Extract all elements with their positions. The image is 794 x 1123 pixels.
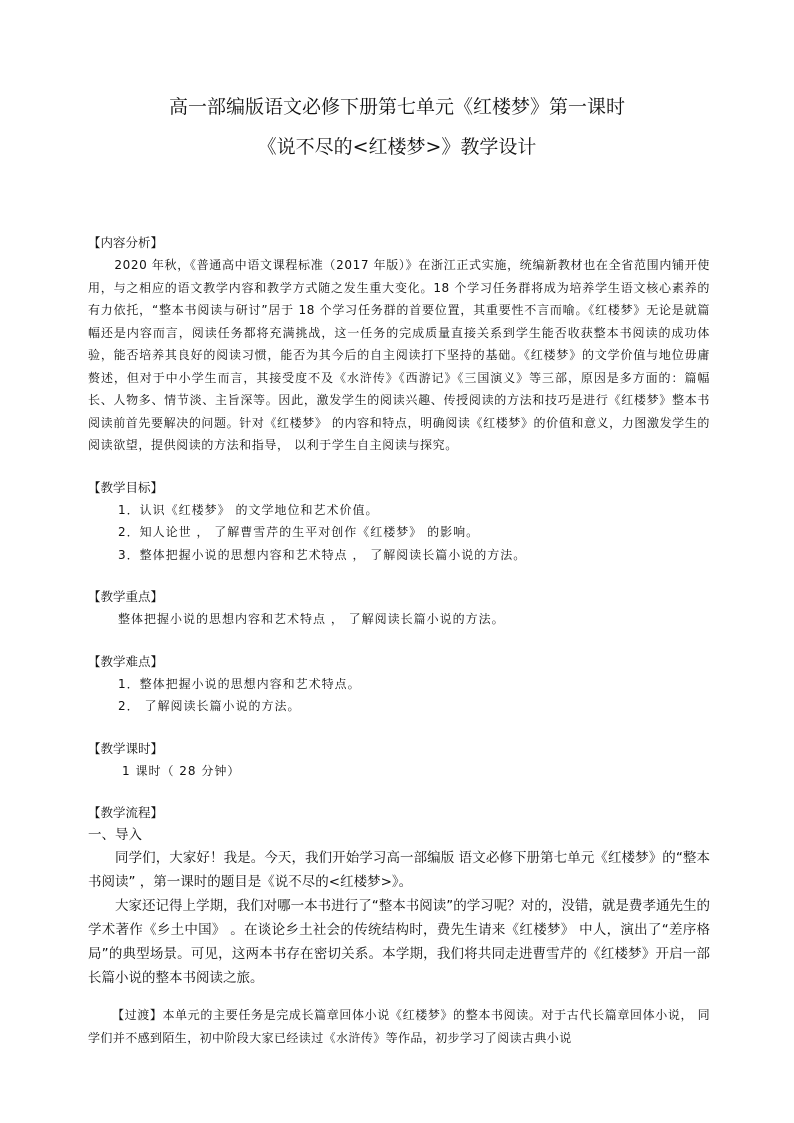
objectives-heading: 【教学目标】 bbox=[88, 479, 164, 495]
key-points-heading: 【教学重点】 bbox=[88, 589, 164, 604]
content-analysis-text: 2020 年秋，《普通高中语文课程标准（2017 年版）》在浙江正式实施，统编新教材也在全省范围内铺开使用，与之相应的语文教学内容和教学方式随之发生重大变化。18 个学习任务群将成为培养学生语文核心素养的有力依托，“整本书阅读与研讨”居于 18 个学习任务群的首要位置，其重要性不言而喻。《红楼梦》无论是就篇幅还是内容而言，阅读任务都将充满挑战，这一任务的完成质量直接关系到学生能否收获整本书阅读的成功体验，能否培养其良好的阅读习惯，能否为其今后的自主阅读打下坚持的基础。《红楼梦》的文学价值与地位毋庸赘述，但对于中小学生而言，其接受度不及《水浒传》《西游记》《三国演义》等三部，原因是多方面的：篇幅长、人物多、情节淡、主旨深等。因此，激发学生的阅读兴趣、传授阅读的方法和技巧是进行《红楼梦》整本书阅读前首先要解决的问题。针对《红楼梦》 的内容和特点，明确阅读《红楼梦》的价值和意义，力图激发学生的阅读欲望，提供阅读的方法和指导， 以利于学生自主阅读与探究。 bbox=[88, 258, 710, 452]
difficulties-heading: 【教学难点】 bbox=[88, 653, 164, 669]
intro-paragraph: 大家还记得上学期，我们对哪一本书进行了“整本书阅读”的学习呢？对的，没错，就是费孝通先生的学术著作《乡土中国》 。在谈论乡土社会的传统结构时，费先生请来《红楼梦》 中人，演出了“差序格局”的典型场景。可见，这两本书存在密切关系。本学期，我们将共同走进曹雪芹的《红楼梦》开启一部长篇小说的整本书阅读之旅。 bbox=[88, 898, 710, 986]
document-body bbox=[88, 232, 710, 1050]
content-analysis-heading: 【内容分析】 bbox=[88, 235, 164, 250]
objective-item: 1．认识《红楼梦》 的文学地位和艺术价值。 bbox=[118, 502, 379, 517]
key-points-text: 整体把握小说的思想内容和艺术特点 ， 了解阅读长篇小说的方法。 bbox=[118, 612, 505, 626]
objective-item: 3．整体把握小说的思想内容和艺术特点 ， 了解阅读长篇小说的方法。 bbox=[118, 547, 527, 562]
class-hours-text: 1 课时（ 28 分钟） bbox=[122, 763, 241, 778]
transition-paragraph: 【过渡】本单元的主要任务是完成长篇章回体小说《红楼梦》的整本书阅读。对于古代长篇章回体小说， 同学们并不感到陌生，初中阶段大家已经读过《水浒传》等作品，初步学习了阅读古典小说 bbox=[88, 1008, 710, 1045]
process-heading: 【教学流程】 bbox=[88, 805, 164, 820]
difficulty-item: 1．整体把握小说的思想内容和艺术特点。 bbox=[118, 676, 361, 691]
objective-item: 2．知人论世 ， 了解曹雪芹的生平对创作《红楼梦》 的影响。 bbox=[118, 525, 480, 539]
difficulty-item: 2． 了解阅读长篇小说的方法。 bbox=[118, 699, 301, 713]
document-subtitle: 《说不尽的<红楼梦>》教学设计 bbox=[257, 136, 537, 158]
document-title: 高一部编版语文必修下册第七单元《红楼梦》第一课时 bbox=[168, 96, 625, 118]
class-hours-heading: 【教学课时】 bbox=[88, 740, 164, 756]
section-intro-title: 一、导入 bbox=[88, 827, 142, 843]
intro-paragraph: 同学们，大家好！我是。今天，我们开始学习高一部编版 语文必修下册第七单元《红楼梦》的“整本书阅读” ，第一课时的题目是《说不尽的<红楼梦>》。 bbox=[88, 850, 710, 890]
